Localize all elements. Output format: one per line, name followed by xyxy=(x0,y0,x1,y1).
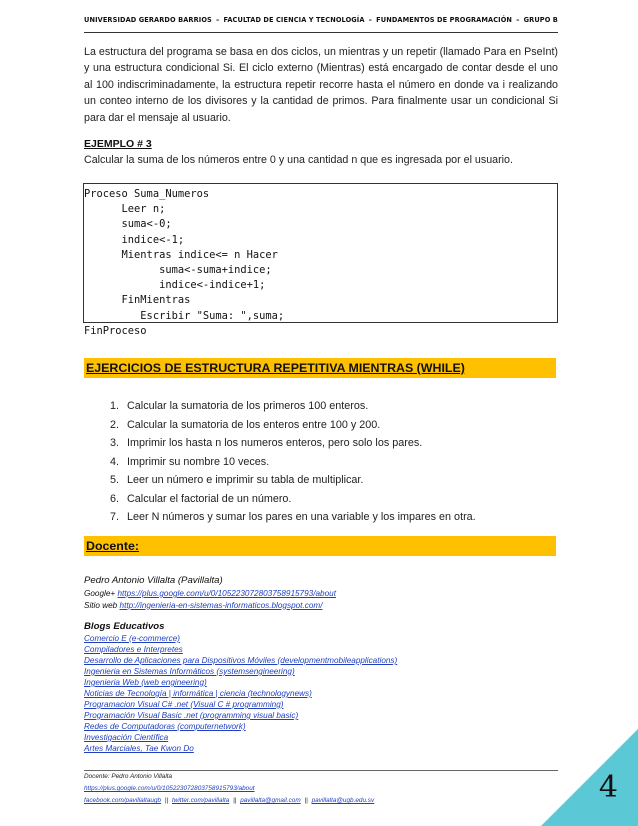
page-footer xyxy=(84,771,558,807)
list-item xyxy=(99,508,549,527)
gplus-row xyxy=(84,588,554,600)
footer-gmail-link[interactable]: pavillalta@gmail.com xyxy=(240,797,301,804)
exercises-section-title: EJERCICIOS DE ESTRUCTURA REPETITIVA MIENTRAS (WHILE) xyxy=(84,358,556,378)
footer-separator: || xyxy=(233,797,237,804)
list-item-text: Imprimir su nombre 10 veces. xyxy=(127,455,270,468)
example-description: Calcular la suma de los números entre 0 y una cantidad n que es ingresada por el usuario. xyxy=(84,154,513,166)
blog-link[interactable]: Investigación Científica xyxy=(84,733,169,742)
blog-link[interactable]: Programación Visual Basic .net (programming visual basic) xyxy=(84,711,299,720)
gplus-link[interactable]: https://plus.google.com/u/0/105223072803758915793/about xyxy=(117,589,336,598)
exercises-list xyxy=(99,397,549,527)
blog-link[interactable]: Redes de Computadoras (computernetwork) xyxy=(84,722,246,731)
footer-gplus-link[interactable]: https://plus.google.com/u/0/105223072803758915793/about xyxy=(84,785,255,792)
list-item xyxy=(99,397,549,416)
list-item-text: Leer N números y sumar los pares en una variable y los impares en otra. xyxy=(127,511,476,523)
code-line: FinMientras xyxy=(84,294,191,307)
list-item-text: Imprimir los hasta n los numeros enteros, pero solo los pares. xyxy=(127,437,423,449)
code-line: FinProceso xyxy=(84,324,147,337)
list-item xyxy=(99,471,549,490)
blog-link[interactable]: Comercio E (e-commerce) xyxy=(84,634,180,643)
blog-link[interactable]: Artes Marciales, Tae Kwon Do xyxy=(84,744,194,753)
website-link[interactable]: http://ingenieria-en-sistemas-informaticos.blogspot.com/ xyxy=(119,600,323,610)
list-item-number: 7. xyxy=(109,511,119,523)
code-line: Proceso Suma_Numeros xyxy=(84,188,210,200)
header-group: GRUPO B xyxy=(523,16,558,24)
blogs-section xyxy=(84,620,554,754)
list-item-text: Calcular la sumatoria de los primeros 100 enteros. xyxy=(127,400,369,412)
page-number: 4 xyxy=(598,770,618,805)
footer-facebook-link[interactable]: facebook.com/pavillaltaugb xyxy=(84,797,162,804)
code-line: Leer n; xyxy=(84,203,166,216)
list-item xyxy=(99,490,549,509)
teacher-name: Pedro Antonio Villalta (Pavillalta) xyxy=(84,575,223,586)
list-item-text: Calcular el factorial de un número. xyxy=(127,492,292,505)
header-university: UNIVERSIDAD GERARDO BARRIOS xyxy=(84,16,212,24)
list-item-text: Calcular la sumatoria de los enteros entre 100 y 200. xyxy=(127,418,381,431)
list-item-number: 6. xyxy=(109,492,119,505)
header-faculty: FACULTAD DE CIENCIA Y TECNOLOGÍA xyxy=(223,16,365,24)
footer-separator: || xyxy=(164,797,169,804)
code-line: Escribir "Suma: ",suma; xyxy=(84,309,285,322)
header-separator: – xyxy=(368,16,373,24)
code-line: indice<-indice+1; xyxy=(84,279,266,292)
code-line: suma<-0; xyxy=(84,218,172,231)
code-line: indice<-1; xyxy=(84,233,185,246)
header-separator: – xyxy=(216,16,220,24)
website-row xyxy=(84,600,554,612)
blog-link[interactable]: Ingenieria en Sistemas Informáticos (systemsengineering) xyxy=(84,667,295,676)
list-item-number: 4. xyxy=(109,455,119,468)
header-separator: – xyxy=(516,16,520,24)
blog-link[interactable]: Desarrollo de Aplicaciones para Dispositivos Móviles (developmentmobileapplications) xyxy=(84,656,398,665)
intro-paragraph: La estructura del programa se basa en dos ciclos, un mientras y un repetir (llamado Para en PseInt) y una estructura condicional Si. El ciclo externo (Mientras) está encargado de contar desde el uno al 100 indiscriminadamente, la estructura repetir recorre hasta el número en donde va i realizando un conteo interno de los divisores y la cantidad de primos. Para finalmente usar un condicional Si para dar el mensaje al usuario. xyxy=(84,46,558,124)
header-course: FUNDAMENTOS DE PROGRAMACIÓN xyxy=(376,16,513,24)
list-item-number: 5. xyxy=(109,474,119,486)
corner-decoration xyxy=(541,729,638,826)
footer-separator: || xyxy=(304,797,308,804)
list-item-number: 1. xyxy=(109,400,119,412)
example-title: EJEMPLO # 3 xyxy=(84,138,152,150)
list-item xyxy=(99,416,549,435)
blogs-title: Blogs Educativos xyxy=(84,621,165,632)
list-item xyxy=(99,434,549,453)
footer-ugb-email-link[interactable]: pavillalta@ugb.edu.sv xyxy=(311,797,375,804)
footer-docente: Docente: Pedro Antonio Villalta xyxy=(84,773,173,780)
blog-link[interactable]: Ingenieria Web (web engineering) xyxy=(84,678,207,687)
teacher-info xyxy=(84,575,554,611)
list-item-number: 3. xyxy=(109,437,119,449)
code-block xyxy=(83,183,558,337)
blog-link[interactable]: Compiladores e Interpretes xyxy=(84,645,183,654)
list-item-number: 2. xyxy=(109,418,119,431)
code-line: Mientras indice<= n Hacer xyxy=(84,248,278,261)
list-item-text: Leer un número e imprimir su tabla de multiplicar. xyxy=(127,474,364,486)
docente-section-title: Docente: xyxy=(84,536,556,556)
footer-twitter-link[interactable]: twitter.com/pavillalta xyxy=(171,797,230,804)
blog-link[interactable]: Noticias de Tecnología | informática | ciencia (technologynews) xyxy=(84,689,312,698)
website-label: Sitio web xyxy=(84,600,118,610)
code-line: suma<-suma+indice; xyxy=(84,263,272,276)
gplus-label: Google+ xyxy=(84,589,116,598)
blog-link[interactable]: Programacion Visual C# .net (Visual C # programming) xyxy=(84,700,284,709)
list-item xyxy=(99,453,549,472)
page-header xyxy=(84,16,558,33)
